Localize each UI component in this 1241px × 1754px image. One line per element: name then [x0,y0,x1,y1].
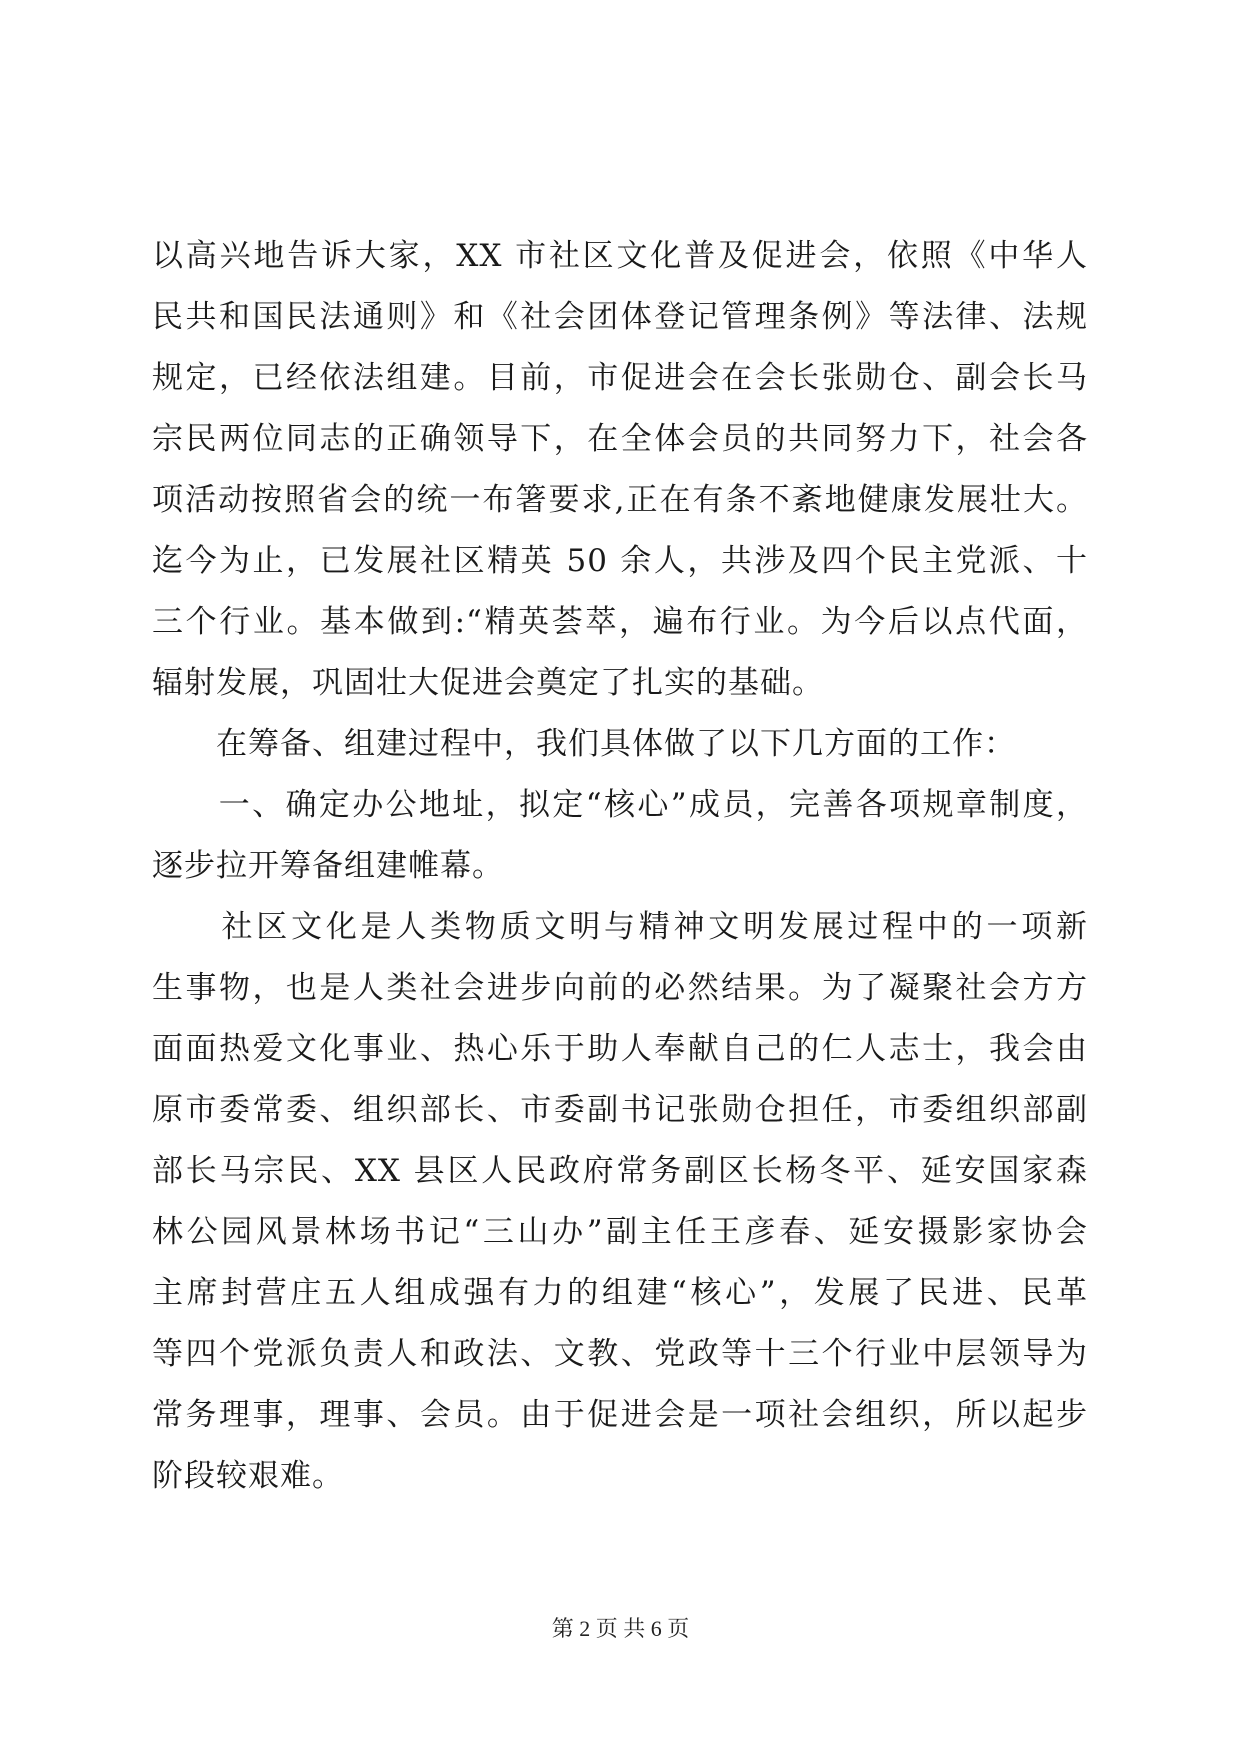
text-line: 等四个党派负责人和政法、文教、党政等十三个行业中层领导为 [152,1336,1088,1372]
text-line: 辐射发展，巩固壮大促进会奠定了扎实的基础。 [152,665,824,701]
text-line: 面面热爱文化事业、热心乐于助人奉献自己的仁人志士，我会由 [152,1031,1088,1067]
text-line: 迄今为止，已发展社区精英 50 余人，共涉及四个民主党派、十 [152,543,1088,579]
text-line: 一、确定办公地址，拟定“核心”成员，完善各项规章制度， [152,787,1088,823]
text-line: 逐步拉开筹备组建帷幕。 [152,848,504,884]
text-line: 主席封营庄五人组成强有力的组建“核心”，发展了民进、民革 [152,1275,1088,1311]
text-line: 民共和国民法通则》和《社会团体登记管理条例》等法律、法规 [152,299,1088,335]
text-line: 常务理事，理事、会员。由于促进会是一项社会组织，所以起步 [152,1397,1088,1433]
page-footer: 第 2 页 共 6 页 [551,1616,690,1641]
text-line: 以高兴地告诉大家，XX 市社区文化普及促进会，依照《中华人 [152,238,1088,274]
text-line: 原市委常委、组织部长、市委副书记张勋仓担任，市委组织部副 [152,1092,1088,1128]
document-body [152,226,1088,1507]
text-line: 宗民两位同志的正确领导下，在全体会员的共同努力下，社会各 [152,421,1088,457]
text-line: 林公园风景林场书记“三山办”副主任王彦春、延安摄影家协会 [152,1214,1088,1250]
text-line: 在筹备、组建过程中，我们具体做了以下几方面的工作： [152,726,1016,762]
text-line: 部长马宗民、XX 县区人民政府常务副区长杨冬平、延安国家森 [152,1153,1088,1189]
text-line: 三个行业。基本做到:“精英荟萃，遍布行业。为今后以点代面， [152,604,1088,640]
text-line: 生事物，也是人类社会进步向前的必然结果。为了凝聚社会方方 [152,970,1088,1006]
text-line: 项活动按照省会的统一布箸要求,正在有条不紊地健康发展壮大。 [152,482,1088,518]
text-line: 社区文化是人类物质文明与精神文明发展过程中的一项新 [152,909,1088,945]
text-line: 规定，已经依法组建。目前，市促进会在会长张勋仓、副会长马 [152,360,1088,396]
text-line: 阶段较艰难。 [152,1458,344,1494]
